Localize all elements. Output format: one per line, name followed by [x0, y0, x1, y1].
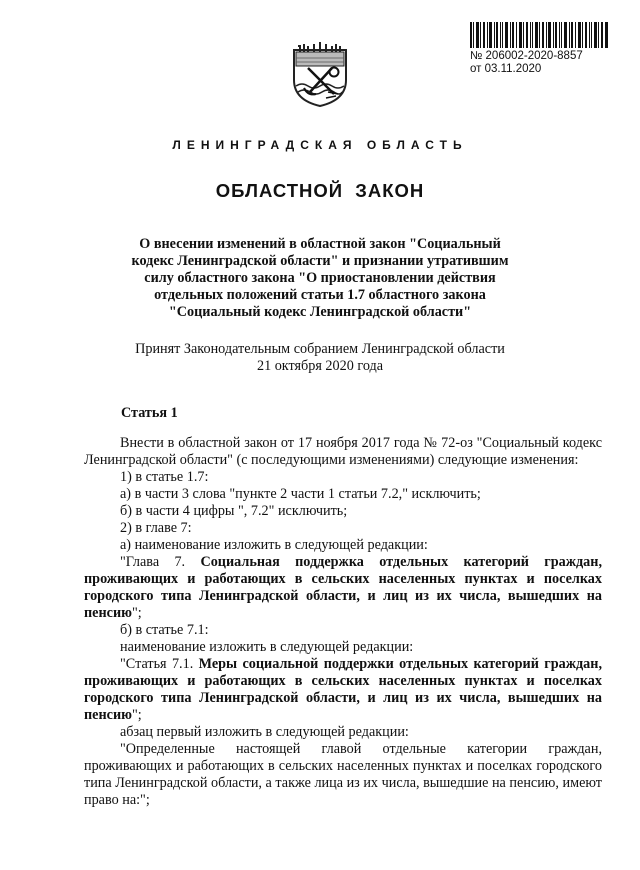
adoption-note	[0, 341, 640, 375]
chapter-title-bold: Социальная поддержка отдельных категорий граждан, проживающих и работающих в сельских населенных пунктах и поселках городского типа Ленинградской области, и лиц из их числа, вышедших на пенсию	[84, 554, 602, 621]
law-title-line: силу областного закона "О приостановлении действия	[144, 270, 496, 286]
law-title	[120, 236, 520, 321]
barcode-image	[470, 22, 608, 48]
article-body	[84, 435, 602, 809]
quote-prefix: "Статья 7.1.	[120, 656, 199, 672]
coat-of-arms-emblem	[290, 36, 350, 108]
quote-prefix: "Глава 7.	[120, 554, 201, 570]
article-paragraph: "Определенные настоящей главой отдельные категории граждан, проживающих и работающих в сельских населенных пунктах и поселках городского типа Ленинградской области, а также лица из их числа, вышедшие на пенсию, имеют право на:";	[84, 741, 602, 808]
adoption-date: 21 октября 2020 года	[256, 358, 384, 374]
quote-suffix: ";	[131, 707, 142, 723]
article-intro-paragraph: Внести в областной закон от 17 ноября 2017 года № 72-оз "Социальный кодекс Ленинградской области" (с последующими изменениями) следующие изменения:	[84, 435, 602, 468]
article-paragraph: абзац первый изложить в следующей редакции:	[120, 724, 409, 740]
law-title-line: отдельных положений статьи 1.7 областного закона	[154, 287, 486, 303]
law-type-heading: ОБЛАСТНОЙ ЗАКОН	[215, 180, 425, 201]
quote-suffix: ";	[131, 605, 142, 621]
article-title-bold: Меры социальной поддержки отдельных категорий граждан, проживающих и работающих в сельских населенных пунктах и поселках городского типа Ленинградской области, и лиц из их числа, вышедших на пенсию	[84, 656, 602, 723]
registration-date: от 03.11.2020	[470, 63, 542, 75]
article-paragraph: а) наименование изложить в следующей редакции:	[120, 537, 428, 553]
registration-block	[470, 22, 610, 76]
article-title-paragraph	[84, 656, 602, 724]
law-title-line: О внесении изменений в областной закон "Социальный	[139, 236, 501, 252]
chapter-title-paragraph	[84, 554, 602, 622]
article-paragraph: а) в части 3 слова "пункте 2 части 1 статьи 7.2," исключить;	[120, 486, 481, 502]
region-name: ЛЕНИНГРАДСКАЯ ОБЛАСТЬ	[172, 138, 468, 152]
article-paragraph: б) в статье 7.1:	[120, 622, 209, 638]
adoption-body: Принят Законодательным собранием Ленинградской области	[135, 341, 505, 357]
article-paragraph: 1) в статье 1.7:	[120, 469, 209, 485]
registration-number: № 206002-2020-8857	[470, 50, 583, 62]
law-title-line: кодекс Ленинградской области" и признании утратившим	[131, 253, 509, 269]
article-paragraph: наименование изложить в следующей редакции:	[120, 639, 414, 655]
article-heading: Статья 1	[121, 405, 178, 421]
article-paragraph: 2) в главе 7:	[120, 520, 192, 536]
law-title-line: "Социальный кодекс Ленинградской области"	[168, 304, 472, 320]
article-paragraph: б) в части 4 цифры ", 7.2" исключить;	[120, 503, 348, 519]
